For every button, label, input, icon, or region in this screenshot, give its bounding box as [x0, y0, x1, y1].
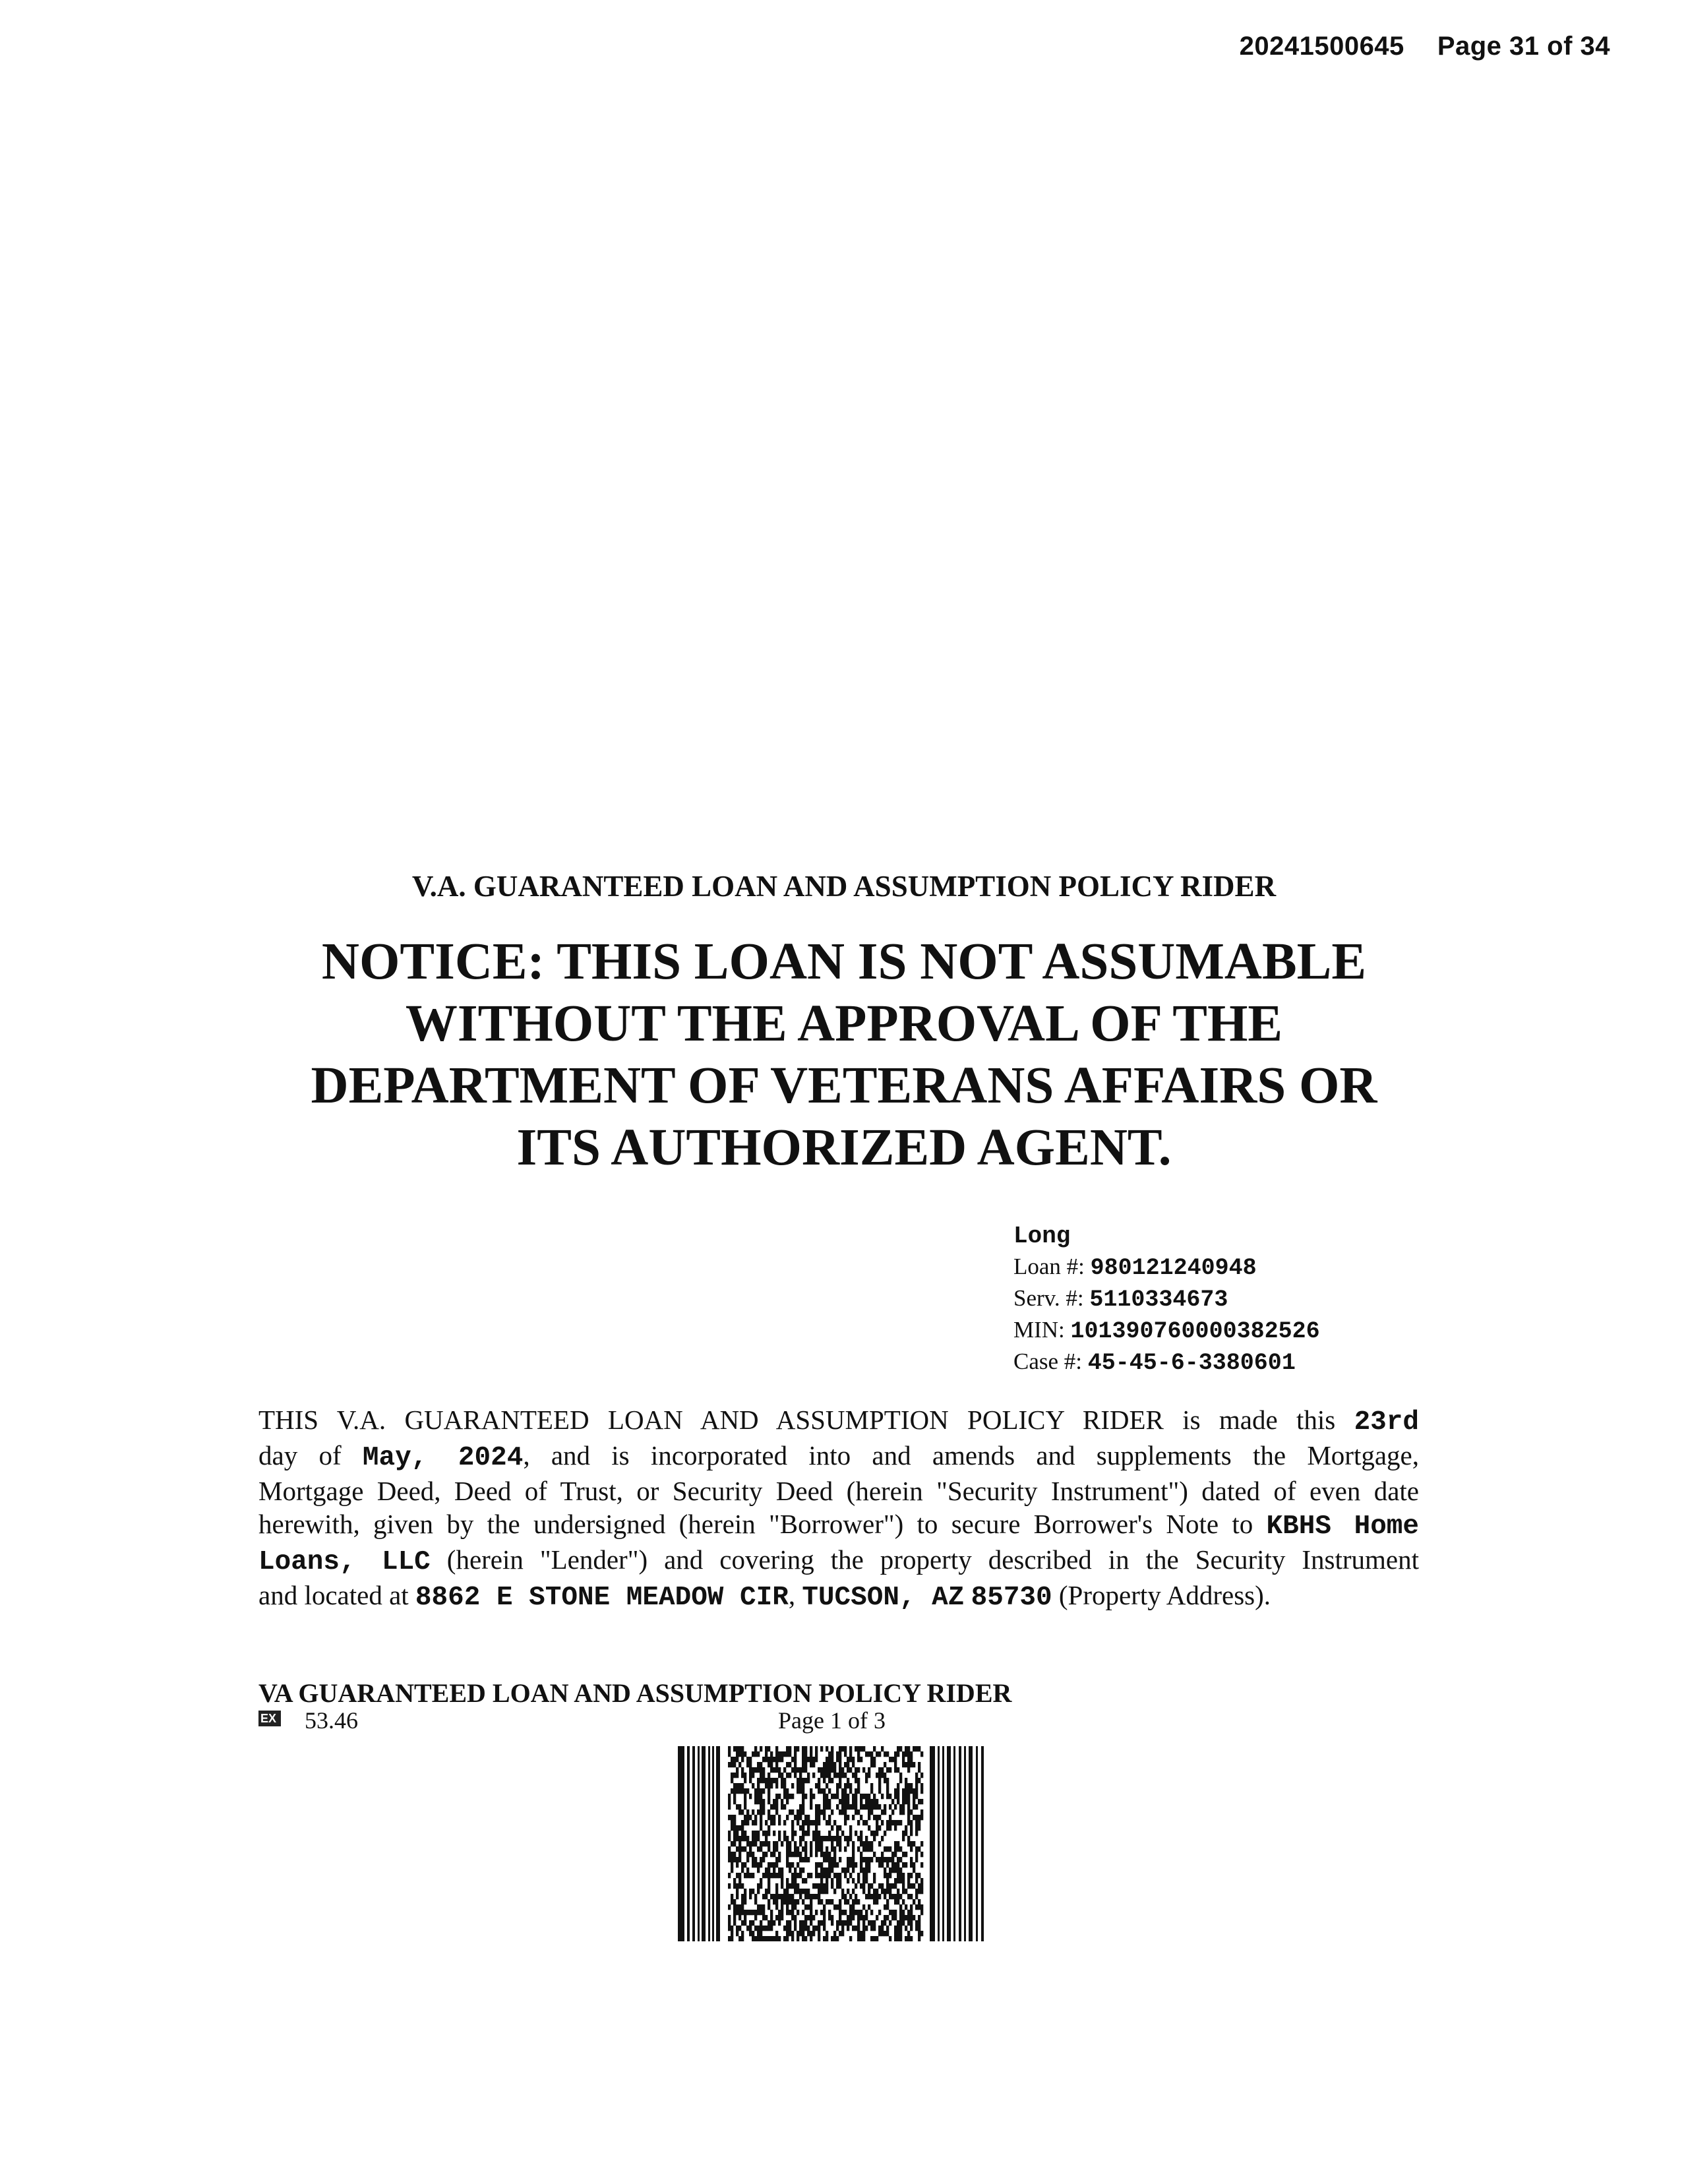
property-address: 8862 E STONE MEADOW CIR [415, 1583, 789, 1613]
min-number-row [1013, 1315, 1320, 1347]
body-line [258, 1543, 1419, 1579]
body-text: herewith, given by the undersigned (herein "Borrower") to secure Borrower's Note to [258, 1509, 1253, 1539]
loan-identifiers [1013, 1220, 1320, 1378]
body-text: (Property Address). [1058, 1580, 1271, 1610]
notice-line: DEPARTMENT OF VETERANS AFFAIRS OR [311, 1057, 1377, 1114]
body-text: (herein "Lender") and covering the property described in the Security Instrument [446, 1544, 1419, 1575]
serv-number-row [1013, 1283, 1320, 1315]
loan-number: 980121240948 [1090, 1255, 1257, 1281]
body-line [258, 1403, 1419, 1439]
case-number-row [1013, 1347, 1320, 1378]
property-city-state: TUCSON, AZ [802, 1583, 965, 1613]
body-text: day of [258, 1440, 342, 1471]
loan-number-row [1013, 1252, 1320, 1283]
case-number: 45-45-6-3380601 [1087, 1350, 1296, 1376]
body-text: and located at [258, 1580, 409, 1610]
pdf417-barcode [678, 1746, 989, 1941]
case-number-label: Case #: [1013, 1349, 1083, 1374]
body-text: THIS V.A. GUARANTEED LOAN AND ASSUMPTION POLICY RIDER is made this [258, 1405, 1336, 1435]
loan-number-label: Loan #: [1013, 1254, 1085, 1279]
body-line: and located at 8862 E STONE MEADOW CIR, TUCSON, AZ 85730 (Property Address). [258, 1580, 1271, 1613]
min-number-label: MIN: [1013, 1317, 1065, 1343]
body-line [258, 1439, 1419, 1474]
lender-name-cont: Loans, LLC [258, 1547, 431, 1577]
property-zip: 85730 [971, 1583, 1052, 1613]
footer-row [258, 1707, 918, 1736]
rider-body-paragraph [258, 1403, 1419, 1614]
lender-name: KBHS Home [1266, 1511, 1419, 1542]
body-line [258, 1507, 1419, 1543]
borrower-name: Long [1013, 1223, 1071, 1250]
rider-title: V.A. GUARANTEED LOAN AND ASSUMPTION POLICY RIDER [411, 870, 1277, 903]
body-text: , and is incorporated into and amends and supplements the Mortgage, [523, 1440, 1419, 1471]
notice-line: ITS AUTHORIZED AGENT. [516, 1119, 1172, 1176]
page-info: Page 31 of 34 [1437, 32, 1610, 61]
body-line: Mortgage Deed, Deed of Trust, or Security Deed (herein "Security Instrument") dated of even date [258, 1476, 1419, 1506]
serv-number-label: Serv. #: [1013, 1285, 1084, 1311]
recording-number: 20241500645 [1239, 32, 1404, 61]
assumption-notice [0, 931, 1688, 1179]
serv-number: 5110334673 [1089, 1287, 1228, 1313]
notice-line: WITHOUT THE APPROVAL OF THE [405, 995, 1283, 1052]
footer-title: VA GUARANTEED LOAN AND ASSUMPTION POLICY RIDER [258, 1678, 1012, 1708]
recording-header [1240, 32, 1610, 61]
form-number: 53.46 [305, 1707, 358, 1734]
ex-form-icon [258, 1711, 281, 1726]
rider-day: 23rd [1354, 1407, 1419, 1438]
rider-month-year: May, 2024 [362, 1443, 524, 1473]
min-number: 101390760000382526 [1070, 1318, 1320, 1345]
notice-line: NOTICE: THIS LOAN IS NOT ASSUMABLE [321, 933, 1367, 990]
footer-page-number: Page 1 of 3 [778, 1707, 886, 1734]
